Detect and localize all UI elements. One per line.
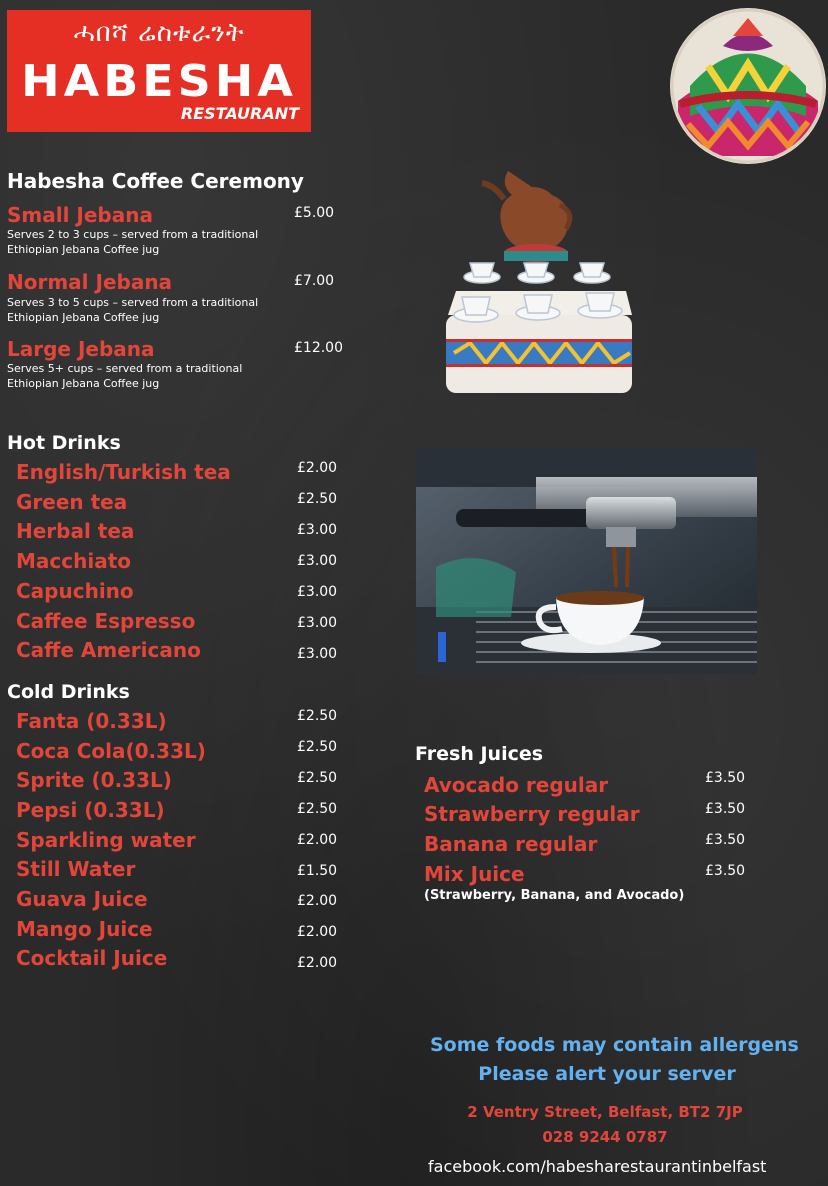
menu-item-price: £2.50 <box>297 801 338 817</box>
menu-item-name: Coca Cola(0.33L) <box>16 739 206 763</box>
menu-item-name: Pepsi (0.33L) <box>16 798 165 822</box>
menu-item-price: £3.00 <box>297 615 338 631</box>
menu-item-price: £3.00 <box>297 584 338 600</box>
menu-item-description: Serves 3 to 5 cups – served from a traditional Ethiopian Jebana Coffee jug <box>7 296 259 324</box>
cold-drinks-heading: Cold Drinks <box>7 681 130 703</box>
menu-item-price: £12.00 <box>294 340 343 356</box>
mesob-basket-image <box>668 6 828 164</box>
menu-item-name: Macchiato <box>16 549 131 573</box>
menu-item-name: Caffee Espresso <box>16 609 196 633</box>
menu-item-price: £2.50 <box>297 708 338 724</box>
menu-item-name: Guava Juice <box>16 887 148 911</box>
espresso-machine-photo <box>416 447 757 674</box>
menu-item-name: Avocado regular <box>424 773 609 797</box>
menu-item-price: £3.50 <box>705 801 746 817</box>
allergen-alert: Please alert your server <box>478 1063 736 1085</box>
menu-item-price: £3.00 <box>297 646 338 662</box>
menu-item-name: Normal Jebana <box>7 270 173 294</box>
menu-item-price: £5.00 <box>294 205 335 221</box>
restaurant-logo <box>7 10 311 132</box>
menu-item-price: £3.50 <box>705 863 746 879</box>
menu-item-name: Fanta (0.33L) <box>16 709 167 733</box>
menu-item-description: Serves 2 to 3 cups – served from a traditional Ethiopian Jebana Coffee jug <box>7 228 259 256</box>
menu-item-description: Serves 5+ cups – served from a traditional Ethiopian Jebana Coffee jug <box>7 362 243 390</box>
menu-item-name: Sprite (0.33L) <box>16 768 172 792</box>
logo-name: HABESHA <box>21 55 297 107</box>
coffee-ceremony-heading: Habesha Coffee Ceremony <box>7 169 304 193</box>
menu-item-name: Banana regular <box>424 832 598 856</box>
facebook-link[interactable]: facebook.com/habesharestaurantinbelfast <box>428 1157 767 1176</box>
menu-item-name: Mix Juice <box>424 862 525 886</box>
allergen-notice: Some foods may contain allergens <box>430 1034 799 1056</box>
menu-item-price: £2.00 <box>297 924 338 940</box>
menu-item-price: £2.00 <box>297 832 338 848</box>
menu-item-price: £2.00 <box>297 955 338 971</box>
menu-item-name: Cocktail Juice <box>16 946 168 970</box>
hot-drinks-heading: Hot Drinks <box>7 432 121 454</box>
menu-item-price: £2.50 <box>297 770 338 786</box>
menu-item-name: Mango Juice <box>16 917 153 941</box>
menu-item-price: £1.50 <box>297 863 338 879</box>
menu-item-price: £3.00 <box>297 522 338 538</box>
menu-item-name: English/Turkish tea <box>16 460 231 484</box>
fresh-juices-heading: Fresh Juices <box>415 743 544 765</box>
menu-item-name: Herbal tea <box>16 519 135 543</box>
menu-item-name: Capuchino <box>16 579 134 603</box>
phone-number: 028 9244 0787 <box>542 1128 668 1146</box>
menu-item-name: Green tea <box>16 490 128 514</box>
menu-item-price: £3.00 <box>297 553 338 569</box>
logo-amharic-text: ሓበሻ ሬስቱራንት <box>73 18 245 48</box>
menu-item-price: £3.50 <box>705 770 746 786</box>
menu-item-name: Large Jebana <box>7 337 155 361</box>
menu-item-name: Small Jebana <box>7 203 153 227</box>
menu-item-price: £2.00 <box>297 893 338 909</box>
menu-item-price: £2.00 <box>297 460 338 476</box>
logo-subtitle: RESTAURANT <box>180 104 299 123</box>
menu-item-price: £3.50 <box>705 832 746 848</box>
menu-item-price: £2.50 <box>297 739 338 755</box>
menu-item-name: Strawberry regular <box>424 802 640 826</box>
jebana-coffee-set-image <box>440 165 640 397</box>
menu-item-name: Still Water <box>16 857 136 881</box>
address: 2 Ventry Street, Belfast, BT2 7JP <box>467 1103 743 1121</box>
mix-juice-note: (Strawberry, Banana, and Avocado) <box>424 888 685 903</box>
menu-item-name: Sparkling water <box>16 828 196 852</box>
menu-item-price: £2.50 <box>297 491 338 507</box>
menu-item-name: Caffe Americano <box>16 638 201 662</box>
menu-item-price: £7.00 <box>294 273 335 289</box>
